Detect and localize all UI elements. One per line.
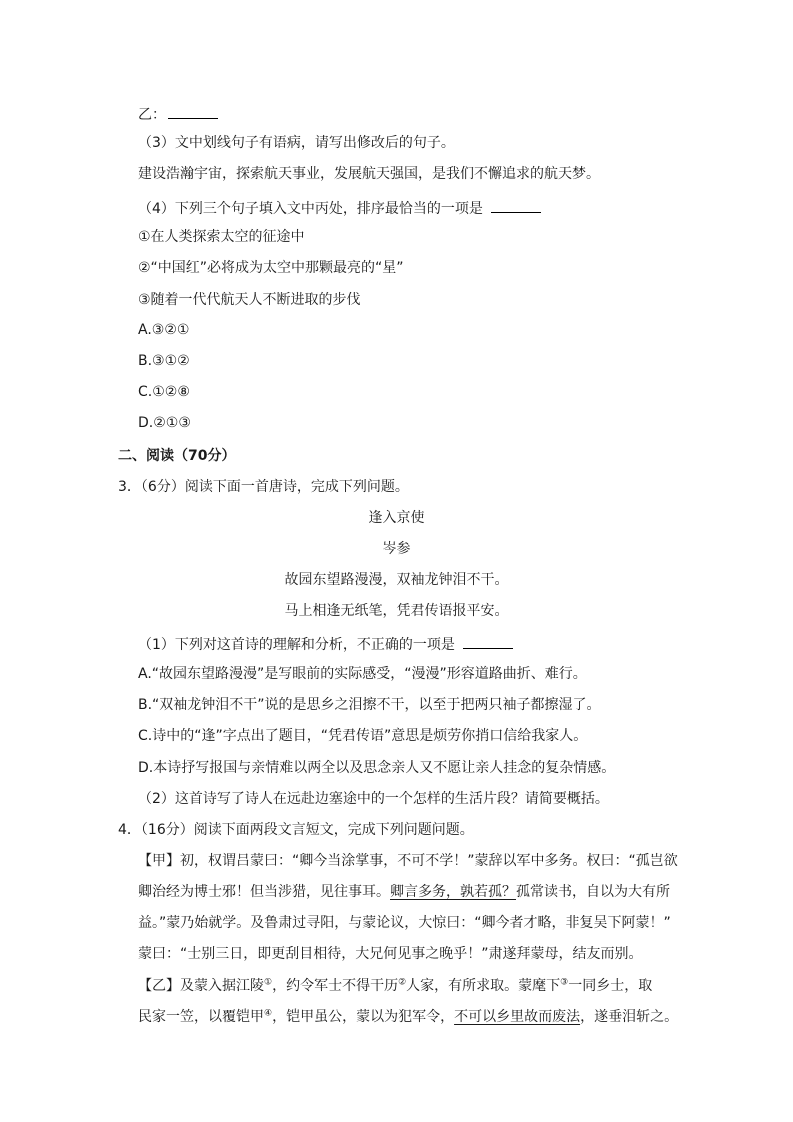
footnote-4: ④	[264, 1008, 273, 1019]
q3-option-d: D.本诗抒写报国与亲情难以两全以及思念亲人又不愿让亲人挂念的复杂情感。	[138, 760, 616, 776]
poem-line-2: 马上相逢无纸笔，凭君传语报平安。	[284, 603, 509, 619]
passage-jia-line-3: 益。”蒙乃始就学。及鲁肃过寻阳，与蒙论议，大惊曰：“卿今者才略，非复吴下阿蒙！”	[138, 915, 671, 931]
option-a: A.③②①	[138, 322, 190, 338]
passage-yi-line-1: 【乙】及蒙入据江陵①，约令军士不得干历②人家，有所求取。蒙麾下③一同乡士，取	[138, 977, 653, 994]
q3-option-c: C.诗中的“逢”字点出了题目，“凭君传语”意思是烦劳你捎口信给我家人。	[138, 728, 588, 744]
question-3-sub-1: （1）下列对这首诗的理解和分析，不正确的一项是	[138, 632, 513, 655]
question-3-prompt: 3．（6分）阅读下面一首唐诗，完成下列问题。	[118, 479, 409, 495]
section-heading: 二、阅读（70分）	[118, 448, 236, 464]
passage-yi-line-2: 民家一笠，以覆铠甲④，铠甲虽公，蒙以为犯军令，不可以乡里故而废法，遂垂泪斩之。	[138, 1008, 679, 1025]
option-d: D.②①③	[138, 415, 191, 431]
question-4-prompt: 4．（16分）阅读下面两段文言短文，完成下列问题问题。	[118, 822, 474, 838]
sub-question-3-sentence: 建设浩瀚宇宙，探索航天事业，发展航天强国，是我们不懈追求的航天梦。	[138, 166, 600, 182]
passage-jia-line-2: 卿治经为博士邪！但当涉猎，见往事耳。卿言多务，孰若孤？孤常读书，自以为大有所	[138, 884, 670, 900]
answer-blank	[168, 102, 218, 119]
footnote-1: ①	[264, 977, 273, 988]
option-c: C.①②⑧	[138, 384, 190, 400]
option-b: B.③①②	[138, 353, 190, 369]
underlined-sentence: 卿言多务，孰若孤？	[390, 884, 516, 900]
sentence-3: ③随着一代代航天人不断进取的步伐	[138, 292, 361, 308]
footnote-2: ②	[398, 977, 407, 988]
answer-blank	[491, 196, 541, 213]
answer-blank	[463, 632, 513, 649]
passage-jia-line-4: 蒙曰：“士别三日，即更刮目相待，大兄何见事之晚乎！”肃遂拜蒙母，结友而别。	[138, 946, 643, 962]
footnote-3: ③	[560, 977, 569, 988]
sub-question-4: （4）下列三个句子填入文中丙处，排序最恰当的一项是	[138, 196, 541, 219]
poem-author: 岑参	[382, 541, 411, 557]
q3-option-a: A.“故园东望路漫漫”是写眼前的实际感受，“漫漫”形容道路曲折、难行。	[138, 666, 587, 682]
underlined-sentence: 不可以乡里故而废法	[454, 1009, 581, 1025]
question-3-sub-2: （2）这首诗写了诗人在远赴边塞途中的一个怎样的生活片段？请简要概括。	[138, 791, 609, 807]
sentence-1: ①在人类探索太空的征途中	[138, 229, 305, 245]
sentence-2: ②“中国红”必将成为太空中那颗最亮的“星”	[138, 260, 404, 276]
sub-question-3: （3）文中划线句子有语病，请写出修改后的句子。	[138, 135, 455, 151]
passage-jia-line-1: 【甲】初，权谓吕蒙曰：“卿今当涂掌事，不可不学！”蒙辞以军中多务。权曰：“孤岂欲	[138, 853, 678, 869]
poem-title: 逢入京使	[368, 510, 425, 526]
poem-line-1: 故园东望路漫漫，双袖龙钟泪不干。	[284, 572, 509, 588]
q3-option-b: B.“双袖龙钟泪不干”说的是思乡之泪擦不干，以至于把两只袖子都擦湿了。	[138, 697, 601, 713]
answer-line-yi: 乙：	[138, 102, 218, 125]
